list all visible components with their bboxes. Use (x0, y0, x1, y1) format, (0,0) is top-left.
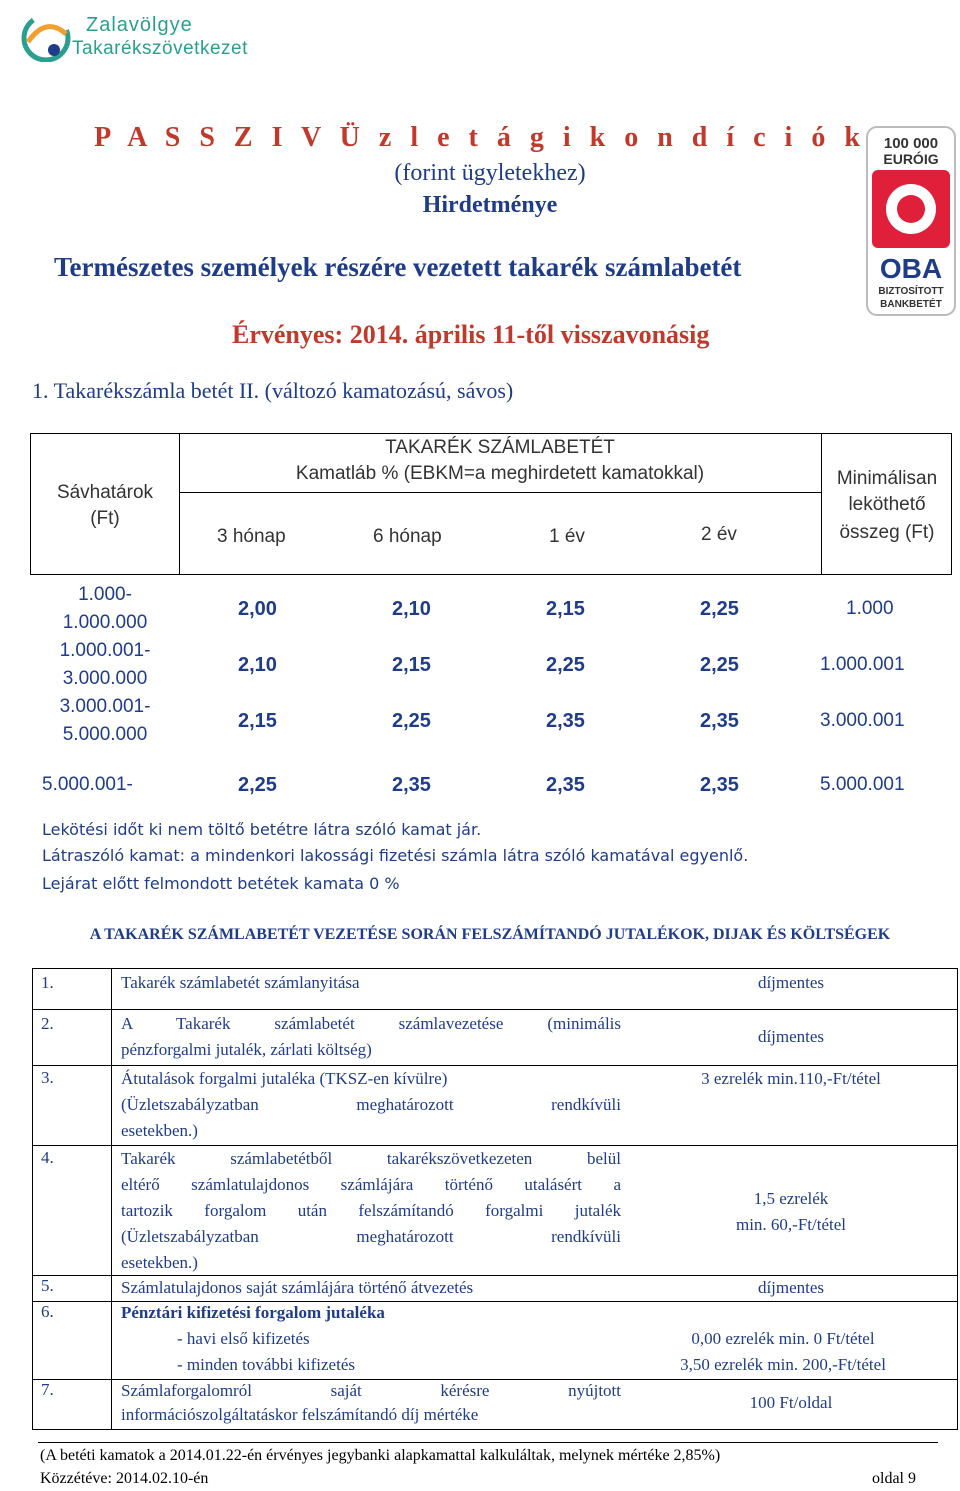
rate-cell: 2,35 (392, 774, 431, 796)
footer-rule (38, 1442, 938, 1443)
rate-cell: 2,15 (238, 710, 277, 732)
page-title: P A S S Z I V Ü z l e t á g i k o n d í c i ó k (94, 122, 866, 153)
badge-line4: BIZTOSÍTOTT (878, 286, 944, 297)
band-label: 3.000.000 (62, 668, 148, 689)
term-3-months: 3 hónap (217, 526, 286, 547)
logo-name-line1: Zalavölgye (86, 14, 193, 36)
rate-cell: 2,10 (392, 598, 431, 620)
band-label: 5.000.001- (42, 774, 133, 795)
rate-cell: 2,25 (700, 654, 739, 676)
section-heading: Természetes személyek részére vezetett takarék számlabetét (54, 252, 742, 282)
min-header-3: összeg (Ft) (839, 522, 935, 543)
min-amount-cell: 5.000.001 (820, 774, 905, 795)
page-number: oldal 9 (872, 1470, 916, 1487)
rate-cell: 2,35 (546, 710, 585, 732)
note-line: Lejárat előtt felmondott betétek kamata 0 % (42, 874, 400, 893)
table-row: 2. A Takarék számlabetét számlavezetése (minimális pénzforgalmi jutalék, zárlati költség) díjmentes (33, 1009, 957, 1066)
min-header-1: Minimálisan (836, 468, 938, 489)
badge-line1: 100 000 (883, 135, 939, 152)
band-label: 1.000.001- (59, 640, 151, 661)
footer-note: (A betéti kamatok a 2014.01.22-én érvényes jegybanki alapkamattal kalkuláltak, melynek mértéke 2,85%) (40, 1447, 721, 1464)
band-label: 3.000.001- (59, 696, 151, 717)
term-1-year: 1 év (549, 526, 585, 547)
term-2-years: 2 év (701, 524, 737, 545)
rate-cell: 2,10 (238, 654, 277, 676)
table-row: 3. Átutalások forgalmi jutaléka (TKSZ-en kívülre) (Üzletszabályzatban meghatározott rendkívüli esetekben.) 3 ezrelék min.110,-Ft/tétel (33, 1065, 957, 1146)
band-header-1: Sávhatárok (56, 482, 154, 503)
rate-cell: 2,35 (700, 774, 739, 796)
badge-line2: EURÓIG (883, 151, 939, 167)
rate-cell: 2,25 (238, 774, 277, 796)
rate-cell: 2,00 (238, 598, 277, 620)
oba-guarantee-badge (866, 126, 956, 316)
rate-cell: 2,15 (392, 654, 431, 676)
published-date: Közzétéve: 2014.02.10-én (40, 1470, 209, 1487)
rate-cell: 2,25 (546, 654, 585, 676)
term-6-months: 6 hónap (373, 526, 442, 547)
badge-line3: OBA (879, 253, 943, 284)
rate-cell: 2,35 (546, 774, 585, 796)
fees-table (32, 968, 958, 1430)
min-amount-cell: 1.000.001 (820, 654, 905, 675)
logo-name-line2: Takarékszövetkezet (72, 38, 248, 59)
min-amount-cell: 1.000 (846, 598, 894, 619)
min-amount-cell: 3.000.001 (820, 710, 905, 731)
table-row: 4. Takarék számlabetétből takarékszövetkezeten belül eltérő számlatulajdonos számlájára történő utalásért a tartozik forgalom után felszámítandó forgalmi jutalék (Üzletszabályzatban meghatározott rendkívüli esetekben.) 1,5 ezrelék min. 60,-Ft/tétel (33, 1145, 957, 1276)
page-subtitle2: Hirdetménye (422, 192, 558, 218)
note-line: Lekötési időt ki nem töltő betétre látra szóló kamat jár. (42, 820, 482, 839)
table-row: 1. Takarék számlabetét számlanyitása díjmentes (41, 973, 825, 992)
fees-heading: A TAKARÉK SZÁMLABETÉT VEZETÉSE SORÁN FELSZÁMÍTANDÓ JUTALÉKOK, DIJAK ÉS KÖLTSÉGEK (89, 926, 891, 943)
rate-cell: 2,35 (700, 710, 739, 732)
rate-cell: 2,15 (546, 598, 585, 620)
badge-line5: BANKBETÉT (880, 299, 942, 310)
table-row: 5. Számlatulajdonos saját számlájára történő átvezetés díjmentes (33, 1275, 957, 1302)
band-header-2: (Ft) (90, 508, 120, 529)
min-header-2: leköthető (848, 494, 926, 515)
rate-table-header (30, 433, 952, 575)
rate-cell: 2,25 (700, 598, 739, 620)
product-heading: 1. Takarékszámla betét II. (változó kamatozású, sávos) (32, 378, 514, 403)
band-label: 1.000.000 (62, 612, 148, 633)
note-line: Látraszóló kamat: a mindenkori lakossági fizetési számla látra szóló kamatával egyenlő. (42, 846, 749, 865)
table-row: 6. Pénztári kifizetési forgalom jutaléka - havi első kifizetés - minden további kifizetés 0,00 ezrelék min. 0 Ft/tétel 3,50 ezrelék min. 200,-Ft/tétel (33, 1301, 957, 1380)
page-subtitle: (forint ügyletekhez) (394, 160, 586, 186)
band-label: 1.000- (78, 584, 132, 605)
main-header-1: TAKARÉK SZÁMLABETÉT (385, 437, 615, 458)
band-label: 5.000.000 (62, 724, 148, 745)
validity-text: Érvényes: 2014. április 11-től visszavonásig (232, 320, 710, 349)
main-header-2: Kamatláb % (EBKM=a meghirdetett kamatokkal) (295, 463, 705, 484)
rate-cell: 2,25 (392, 710, 431, 732)
table-row: 7. Számlaforgalomról saját kérésre nyújtott információszolgáltatáskor felszámítandó díj mértéke 100 Ft/oldal (33, 1379, 957, 1432)
